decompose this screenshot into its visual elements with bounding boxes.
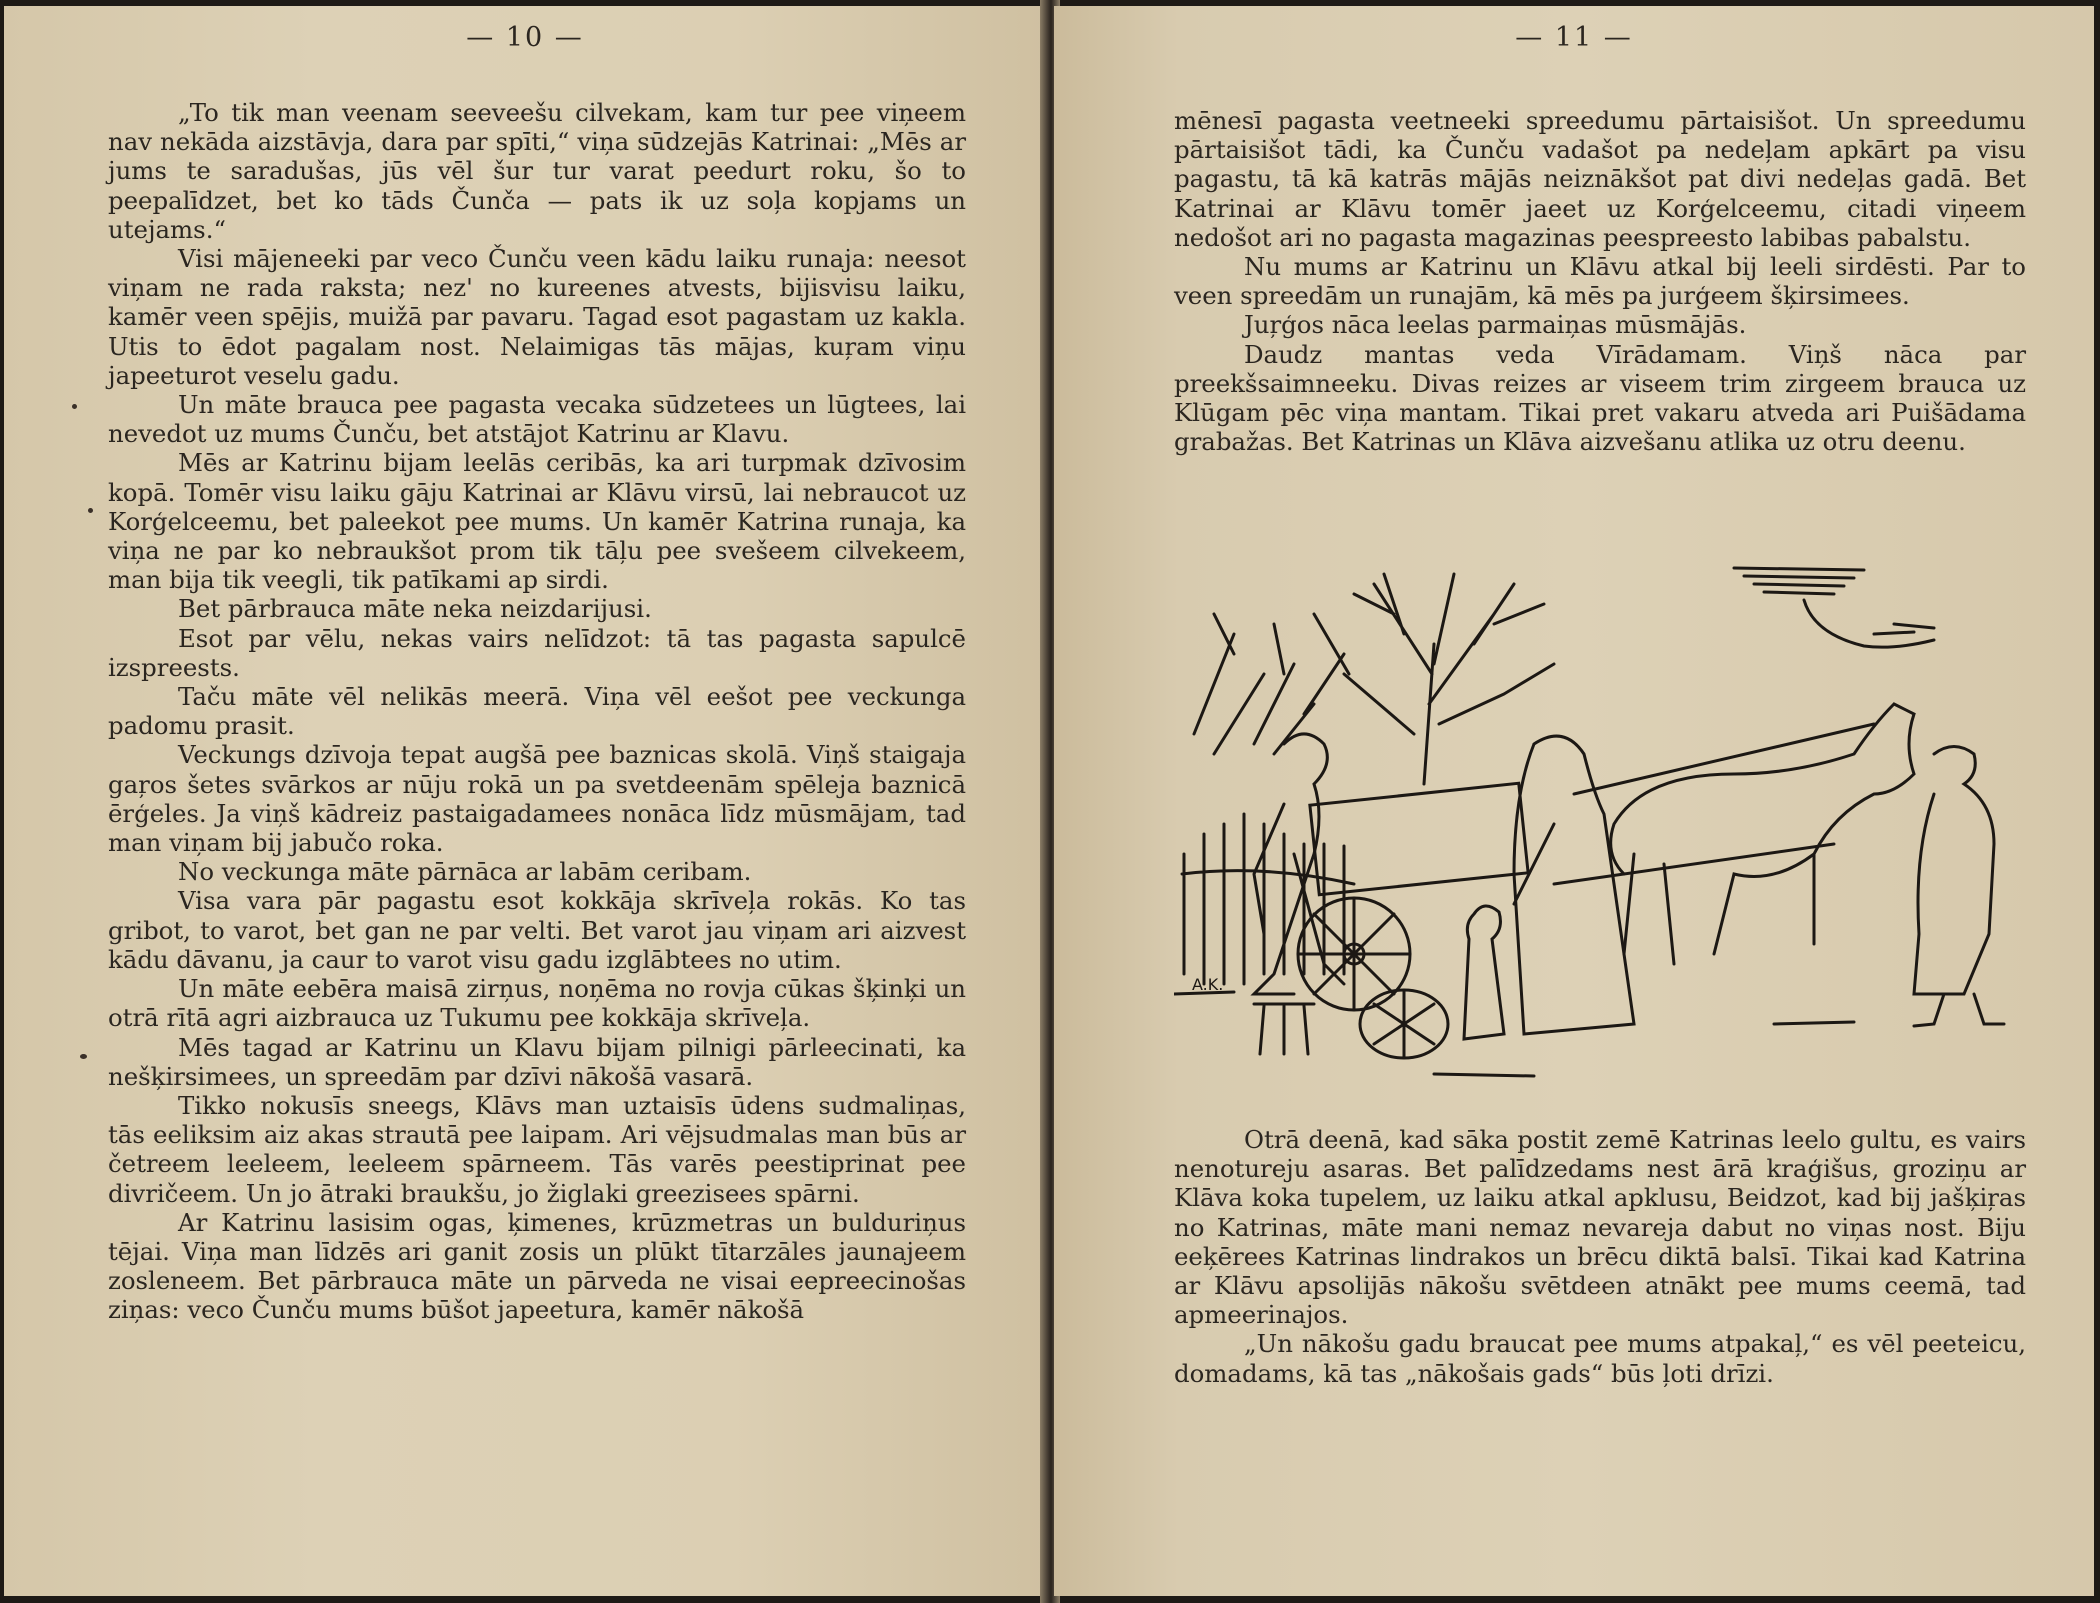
paragraph: Un māte brauca pee pagasta vecaka sūdzetees un lūgtees, lai nevedot uz mums Čunču, bet atstājot Katrinu ar Klavu. [108,390,966,449]
paragraph: Taču māte vēl nelikās meerā. Viņa vēl eešot pee veckunga padomu prasit. [108,682,966,741]
paragraph: No veckunga māte pārnāca ar labām ceribam. [178,857,752,887]
margin-mark [80,1054,87,1059]
paragraph: „To tik man veenam seeveešu cilvekam, kam tur pee viņeem nav nekāda aizstāvja, dara par spīti,“ viņa sūdzejās Katrinai: „Mēs ar jums te saradušas, jūs vēl šur tur varat peedurt roku, šo to peepalīdzet, bet ko tāds Čunča — pats ik uz soļa kopjams un utejams.“ [108,98,966,244]
man-right [1914,747,2004,1027]
paragraph: Tikko nokusīs sneegs, Klāvs man uztaisīs ūdens sudmaliņas, tās eeliksim aiz akas strautā pee laipam. Ari vējsudmalas man būs ar četreem leeleem, leeleem spārneem. Tās varēs peestiprinat pee divričeem. Un jo ātraki braukšu, jo žiglaki greezisees spārni. [108,1090,966,1208]
cloud-strokes [1734,568,1934,647]
paragraph: Mēs ar Katrinu bijam leelās ceribās, ka ari turpmak dzīvosim kopā. Tomēr visu laiku gāju Katrinai ar Klāvu virsū, lai nebraucot uz Korģelceemu, bet paleekot pee mums. Un kamēr Katrina runaja, ka viņa ne par ko nebraukšot prom tik tāļu pee svešeem cilvekeem, man bija tik veegli, tik patīkami ap sirdi. [108,448,966,595]
paragraph: Daudz mantas veda Vīrādamam. Viņš nāca par preekšsaimneeku. Divas reizes ar viseem trim zirgeem brauca uz Klūgam pēc viņa mantam. Tikai pret vakaru atveda ari Puišādama grabažas. Bet Katrinas un Klāva aizvešanu atlika uz otru deenu. [1174,339,2026,457]
horse [1611,704,1914,964]
paragraph: Juŗģos nāca leelas parmaiņas mūsmājās. [1244,310,1747,340]
right-page [1054,6,2094,1596]
page-number-left: — 10 — [466,22,584,53]
harness [1554,724,1874,884]
illustration-signature: A.K. [1192,975,1224,994]
left-page-text [108,98,966,1325]
paragraph: Veckungs dzīvoja tepat augšā pee baznicas skolā. Viņš staigaja gaŗos šetes svārkos ar nūju rokā un pa svetdeenām spēleja baznicā ērģeles. Ja viņš kādreiz pastaigadamees nonāca līdz mūsmājam, tad man viņam bij jabučo roka. [108,740,966,858]
stool [1254,1004,1314,1054]
left-page [4,6,1046,1596]
margin-mark [72,404,77,409]
farm-departure-illustration [1174,554,2020,1094]
paragraph: Visa vara pār pagastu esot kokkāja skrīveļa rokās. Ko tas gribot, to varot, bet gan ne par velti. Bet varot jau viņam ari aizvest kādu dāvanu, ja caur to varot visu gadu izglābtees no utim. [108,886,966,974]
margin-mark [88,508,93,513]
right-page-text-top [1174,106,2026,456]
tree-branches-left [1194,614,1344,754]
woman-shawl [1514,736,1634,1034]
paragraph: Un māte eebēra maisā zirņus, noņēma no rovja cūkas šķinķi un otrā rītā agri aizbrauca uz Tukumu pee kokkāja skrīveļa. [108,974,966,1033]
bird-shape [1874,624,1934,634]
paragraph: Otrā deenā, kad sāka postit zemē Katrinas leelo gultu, es vairs nenotureju asaras. Bet palīdzedams nest ārā kraģišus, groziņu ar Klāva koka tupelem, uz laiku atkal apklusu, Beidzot, kad bij jašķiŗas no Katrinas, māte mani nemaz nevareja dabut no viņas nost. Biju eeķērees Katrinas lindrakos un brēcu diktā balsī. Tikai kad Katrina ar Klāvu apsolijās nākošu svētdeen atnākt pee mums ceemā, tad apmeerinajos. [1174,1125,2026,1330]
paragraph: Ar Katrinu lasisim ogas, ķimenes, krūzmetras un bulduriņus tējai. Viņa man līdzēs ari ganit zosis un plūkt tītarzāles jaunajeem zosleneem. Bet pārbrauca māte un pārveda ne visai eepreecinošas ziņas: veco Čunču mums būšot japeetura, kamēr nākošā [108,1207,966,1325]
paragraph: Nu mums ar Katrinu un Klāvu atkal bij leeli sirdēsti. Par to veen spreedām un runajām, kā mēs pa jurģeem šķirsimees. [1174,252,2026,311]
paragraph: Esot par vēlu, nekas vairs nelīdzot: tā tas pagasta sapulcē izspreests. [108,623,966,682]
right-page-text-bottom [1174,1125,2026,1388]
paragraph: mēnesī pagasta veetneeki spreedumu pārtaisišot. Un spreedumu pārtaisišot tādi, ka Čunču vadašot pa nedeļam apkārt pa visu pagastu, tā kā katrās mājās neiznākšot pat divi nedeļas gadā. Bet Katrinai ar Klāvu tomēr jaeet uz Korģelceemu, citadi viņeem nedošot ari no pagasta magazinas peespreesto labibas pabalstu. [1174,106,2026,252]
paragraph: Visi mājeneeki par veco Čunču veen kādu laiku runaja: neesot viņam ne rada raksta; nez' no kureenes atvests, bijisvisu laiku, kamēr veen spējis, muižā par pavaru. Tagad esot pagastam uz kakla. Utis to ēdot pagalam nost. Nelaimigas tās mājas, kuŗam viņu japeeturot veselu gadu. [108,244,966,390]
paragraph: Bet pārbrauca māte neka neizdarijusi. [178,594,652,624]
page-number-right: — 11 — [1515,22,1633,53]
paragraph: Mēs tagad ar Katrinu un Klavu bijam pilnigi pārleecinati, ka nešķirsimees, un spreedām par dzīvi nākošā vasarā. [108,1032,966,1091]
tree [1314,574,1554,784]
child [1464,906,1504,1039]
paragraph: „Un nākošu gadu braucat pee mums atpakaļ,“ es vēl peeteicu, domadams, kā tas „nākošais gads“ būs ļoti drīzi. [1174,1329,2026,1388]
